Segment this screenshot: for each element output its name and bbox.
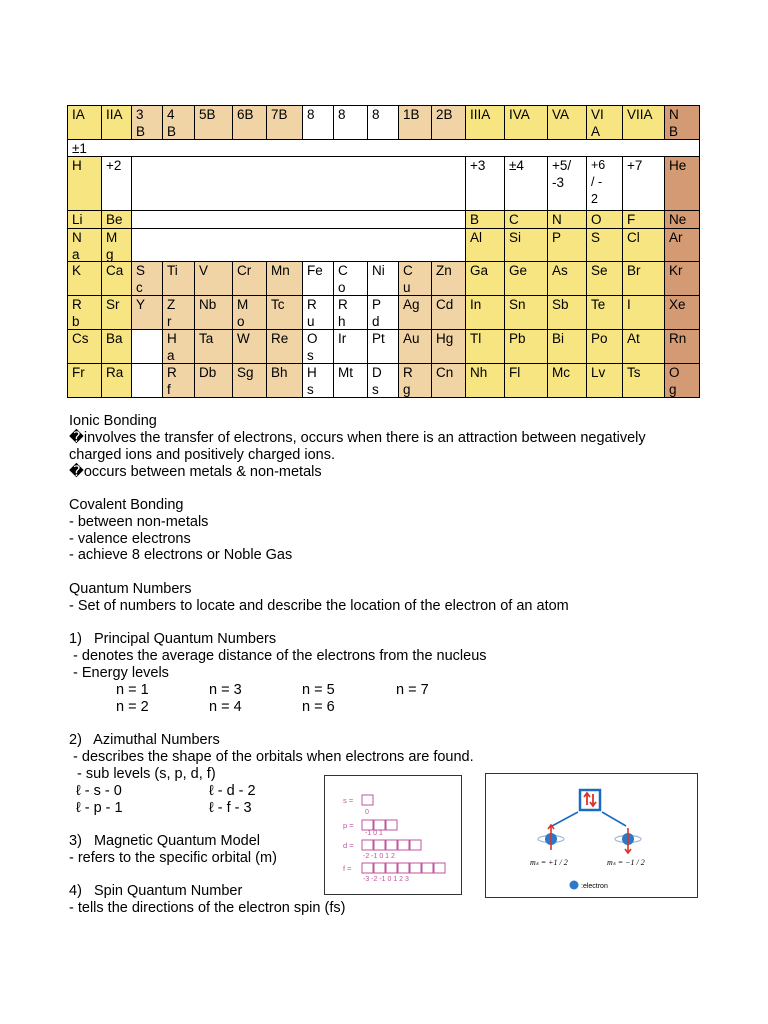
azimuthal-point-2: - sub levels (s, p, d, f) xyxy=(69,766,216,782)
table-cell: VA xyxy=(547,105,587,140)
table-cell: 6B xyxy=(232,105,267,140)
table-cell: S xyxy=(586,228,623,262)
table-cell: +2 xyxy=(101,156,132,211)
table-cell: Cs xyxy=(67,329,102,364)
principal-heading: 1) Principal Quantum Numbers xyxy=(69,631,277,647)
orbital-box xyxy=(398,840,409,850)
magnetic-point-1: - refers to the specific orbital (m) xyxy=(69,850,277,866)
table-cell: 3 B xyxy=(131,105,163,140)
table-cell: Ni xyxy=(367,261,399,296)
table-cell: Cl xyxy=(622,228,665,262)
orbital-ticks-d: -2 -1 0 1 2 xyxy=(363,853,395,860)
covalent-bonding-heading: Covalent Bonding xyxy=(69,497,184,513)
table-cell: Zn xyxy=(431,261,466,296)
table-cell: Lv xyxy=(586,363,623,398)
table-cell: P d xyxy=(367,295,399,330)
table-cell: At xyxy=(622,329,665,364)
table-cell: Si xyxy=(504,228,548,262)
table-cell: As xyxy=(547,261,587,296)
table-empty-cell xyxy=(131,156,466,211)
orbital-ticks-f: -3 -2 -1 0 1 2 3 xyxy=(363,876,409,883)
table-cell: H s xyxy=(302,363,334,398)
spin-diagram-figure xyxy=(485,773,698,898)
table-cell: Ts xyxy=(622,363,665,398)
table-cell: Kr xyxy=(664,261,700,296)
table-cell: Mt xyxy=(333,363,368,398)
table-cell: Cn xyxy=(431,363,466,398)
table-cell: N xyxy=(547,210,587,229)
table-cell: Ra xyxy=(101,363,132,398)
ionic-point-1: �involves the transfer of electrons, occurs when there is an attraction between negatively xyxy=(69,430,646,446)
table-cell: Z r xyxy=(162,295,195,330)
table-cell: I xyxy=(622,295,665,330)
orbital-ticks-s: 0 xyxy=(365,809,369,816)
orbital-box xyxy=(410,840,421,850)
table-cell: 5B xyxy=(194,105,233,140)
orbital-box xyxy=(386,863,397,873)
table-cell: 1B xyxy=(398,105,432,140)
table-cell: He xyxy=(664,156,700,211)
table-cell: Sr xyxy=(101,295,132,330)
table-cell: Fe xyxy=(302,261,334,296)
spin-heading: 4) Spin Quantum Number xyxy=(69,883,243,899)
l-value: ℓ - p - 1 xyxy=(76,800,123,816)
covalent-point-1: - between non-metals xyxy=(69,514,209,530)
branch-lines xyxy=(552,812,626,826)
table-cell: Cr xyxy=(232,261,267,296)
spin-up-label: mₛ = +1 / 2 xyxy=(530,858,568,867)
table-cell: Tc xyxy=(266,295,303,330)
table-cell: In xyxy=(465,295,505,330)
covalent-point-3: - achieve 8 electrons or Noble Gas xyxy=(69,547,293,563)
n-value: n = 4 xyxy=(209,699,242,715)
ionic-point-1-cont: charged ions and positively charged ions. xyxy=(69,447,335,463)
electron-spin-down-icon xyxy=(615,828,641,853)
orbital-diagram xyxy=(325,776,461,894)
table-cell: Se xyxy=(586,261,623,296)
table-cell: Ne xyxy=(664,210,700,229)
table-cell: IA xyxy=(67,105,102,140)
table-cell: R u xyxy=(302,295,334,330)
table-cell: IIIA xyxy=(465,105,505,140)
table-cell: Re xyxy=(266,329,303,364)
table-cell: N B xyxy=(664,105,700,140)
table-cell: 8 xyxy=(333,105,368,140)
quantum-numbers-definition: - Set of numbers to locate and describe the location of the electron of an atom xyxy=(69,598,569,614)
orbital-box xyxy=(374,863,385,873)
orbital-box xyxy=(410,863,421,873)
table-cell: Sn xyxy=(504,295,548,330)
table-cell: Ar xyxy=(664,228,700,262)
table-cell: Y xyxy=(131,295,163,330)
table-cell: Ge xyxy=(504,261,548,296)
ionic-bonding-heading: Ionic Bonding xyxy=(69,413,157,429)
table-cell: Au xyxy=(398,329,432,364)
table-cell: Po xyxy=(586,329,623,364)
table-empty-cell xyxy=(131,210,466,229)
table-cell: ±1 xyxy=(67,139,700,157)
periodic-table xyxy=(67,105,699,397)
orbital-box xyxy=(422,863,433,873)
table-empty-cell xyxy=(131,228,466,262)
table-cell: VIIA xyxy=(622,105,665,140)
n-value: n = 1 xyxy=(116,682,149,698)
table-cell: S c xyxy=(131,261,163,296)
table-cell: Hg xyxy=(431,329,466,364)
table-cell: Xe xyxy=(664,295,700,330)
table-cell: Be xyxy=(101,210,132,229)
table-cell: Db xyxy=(194,363,233,398)
orbital-box xyxy=(434,863,445,873)
n-value: n = 6 xyxy=(302,699,335,715)
electron-legend-label: :electron xyxy=(581,883,608,890)
orbital-box xyxy=(398,863,409,873)
principal-point-2: - Energy levels xyxy=(69,665,169,681)
n-value: n = 5 xyxy=(302,682,335,698)
orbital-diagram-figure xyxy=(324,775,462,895)
table-cell: Tl xyxy=(465,329,505,364)
table-cell: Bh xyxy=(266,363,303,398)
table-cell: Al xyxy=(465,228,505,262)
table-cell: R b xyxy=(67,295,102,330)
table-cell: O xyxy=(586,210,623,229)
azimuthal-heading: 2) Azimuthal Numbers xyxy=(69,732,220,748)
table-cell: Pb xyxy=(504,329,548,364)
table-cell: W xyxy=(232,329,267,364)
table-cell: R f xyxy=(162,363,195,398)
table-cell: 4 B xyxy=(162,105,195,140)
table-cell: Sg xyxy=(232,363,267,398)
magnetic-heading: 3) Magnetic Quantum Model xyxy=(69,833,261,849)
table-cell: Nh xyxy=(465,363,505,398)
spin-point-1: - tells the directions of the electron spin (fs) xyxy=(69,900,346,916)
orbital-label-d: d = xyxy=(343,841,354,850)
table-cell: Li xyxy=(67,210,102,229)
orbital-box xyxy=(362,795,373,805)
principal-point-1: - denotes the average distance of the electrons from the nucleus xyxy=(69,648,487,664)
table-cell: V xyxy=(194,261,233,296)
orbital-box xyxy=(386,840,397,850)
orbital-box xyxy=(362,820,373,830)
table-cell: C o xyxy=(333,261,368,296)
l-value: ℓ - f - 3 xyxy=(209,800,252,816)
ionic-point-2: �occurs between metals & non-metals xyxy=(69,464,322,480)
table-cell: B xyxy=(465,210,505,229)
n-value: n = 2 xyxy=(116,699,149,715)
table-cell: 8 xyxy=(302,105,334,140)
table-cell: Mc xyxy=(547,363,587,398)
table-cell: VI A xyxy=(586,105,623,140)
table-cell: Bi xyxy=(547,329,587,364)
table-cell: IIA xyxy=(101,105,132,140)
orbital-label-s: s = xyxy=(343,796,354,805)
l-value: ℓ - d - 2 xyxy=(209,783,256,799)
table-cell: +3 xyxy=(465,156,505,211)
table-cell: M g xyxy=(101,228,132,262)
n-value: n = 3 xyxy=(209,682,242,698)
table-cell: Ta xyxy=(194,329,233,364)
orbital-label-p: p = xyxy=(343,821,354,830)
table-cell: +5/ -3 xyxy=(547,156,587,211)
table-cell: N a xyxy=(67,228,102,262)
azimuthal-point-1: - describes the shape of the orbitals when electrons are found. xyxy=(69,749,474,765)
orbital-box xyxy=(362,863,373,873)
table-cell: H a xyxy=(162,329,195,364)
electron-legend-icon xyxy=(570,881,579,890)
table-cell: C u xyxy=(398,261,432,296)
table-cell: Ir xyxy=(333,329,368,364)
n-value: n = 7 xyxy=(396,682,429,698)
table-cell: Mn xyxy=(266,261,303,296)
table-cell: ±4 xyxy=(504,156,548,211)
table-cell: Ba xyxy=(101,329,132,364)
table-cell: H xyxy=(67,156,102,211)
orbital-label-f: f = xyxy=(343,864,352,873)
table-cell: K xyxy=(67,261,102,296)
orbital-box xyxy=(386,820,397,830)
spin-down-label: mₛ = −1 / 2 xyxy=(607,858,645,867)
table-cell: Nb xyxy=(194,295,233,330)
table-cell: IVA xyxy=(504,105,548,140)
orbital-box xyxy=(580,790,600,810)
table-cell: Ga xyxy=(465,261,505,296)
table-cell: Te xyxy=(586,295,623,330)
table-cell: +7 xyxy=(622,156,665,211)
l-value: ℓ - s - 0 xyxy=(76,783,122,799)
electron-spin-up-icon xyxy=(538,825,564,850)
table-cell: P xyxy=(547,228,587,262)
table-cell: Ca xyxy=(101,261,132,296)
table-cell: 7B xyxy=(266,105,303,140)
spin-diagram xyxy=(486,774,697,897)
table-cell: Ti xyxy=(162,261,195,296)
table-cell: M o xyxy=(232,295,267,330)
table-cell: Fr xyxy=(67,363,102,398)
table-cell: 8 xyxy=(367,105,399,140)
table-cell: +6 / - 2 xyxy=(586,156,623,211)
table-cell: D s xyxy=(367,363,399,398)
table-cell: O g xyxy=(664,363,700,398)
covalent-point-2: - valence electrons xyxy=(69,531,191,547)
table-empty-cell xyxy=(131,363,163,398)
orbital-box xyxy=(374,840,385,850)
orbital-box xyxy=(362,840,373,850)
table-empty-cell xyxy=(131,329,163,364)
table-cell: Cd xyxy=(431,295,466,330)
table-cell: O s xyxy=(302,329,334,364)
table-cell: Pt xyxy=(367,329,399,364)
table-cell: R h xyxy=(333,295,368,330)
table-cell: F xyxy=(622,210,665,229)
table-cell: Fl xyxy=(504,363,548,398)
table-cell: C xyxy=(504,210,548,229)
table-cell: R g xyxy=(398,363,432,398)
table-cell: Br xyxy=(622,261,665,296)
orbital-ticks-p: -1 0 1 xyxy=(365,830,383,837)
quantum-numbers-heading: Quantum Numbers xyxy=(69,581,192,597)
table-cell: Sb xyxy=(547,295,587,330)
table-cell: Rn xyxy=(664,329,700,364)
orbital-box xyxy=(374,820,385,830)
table-cell: Ag xyxy=(398,295,432,330)
table-cell: 2B xyxy=(431,105,466,140)
